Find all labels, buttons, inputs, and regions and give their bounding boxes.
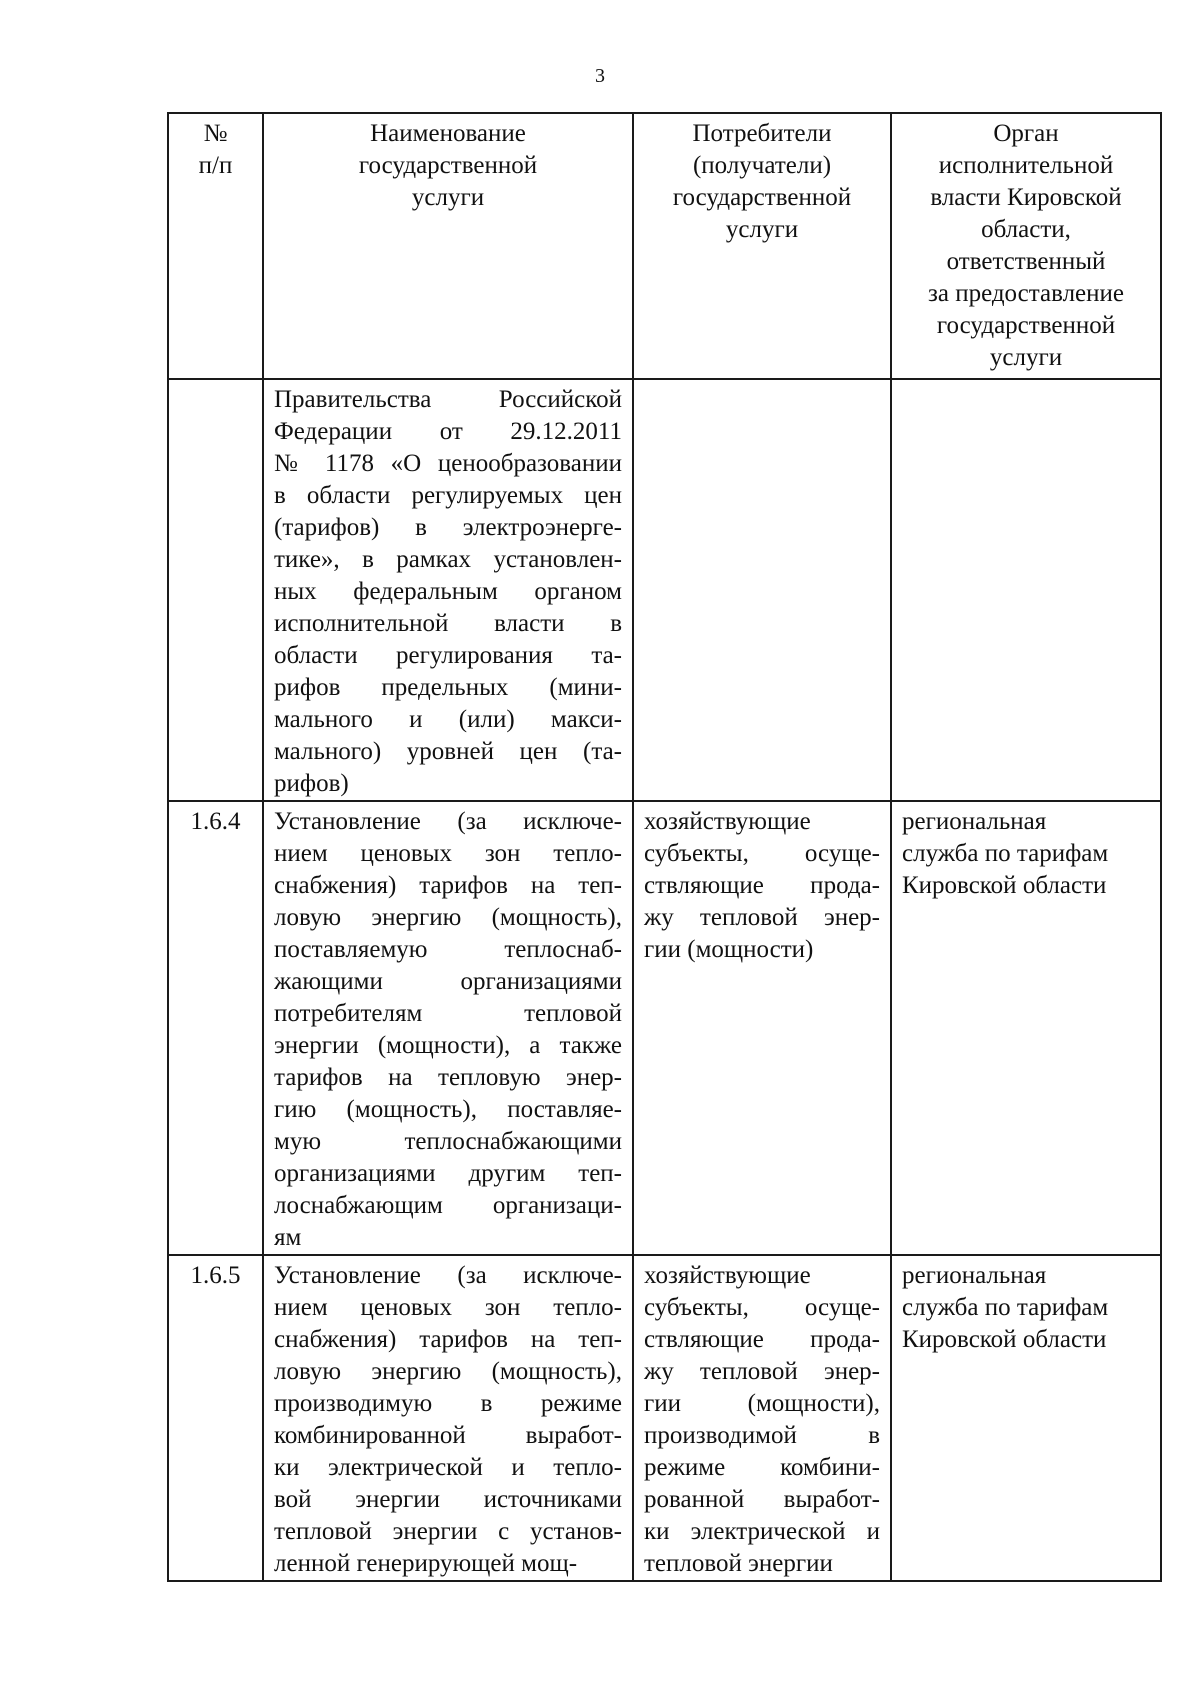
text-line: служба по тарифам: [902, 840, 1109, 867]
authority-cell: [891, 801, 1161, 1255]
text-line: ответственный: [946, 248, 1106, 275]
text-line: вой энергии источниками: [274, 1486, 622, 1513]
text-line: мального) уровней цен (та-: [274, 738, 622, 765]
text-line: исполнительной: [938, 152, 1114, 179]
text-line: Орган: [993, 120, 1059, 147]
text-line: ям: [274, 1224, 302, 1251]
authority-cell: [891, 379, 1161, 801]
text-line: Потребители: [692, 120, 832, 147]
text-line: гии (мощности): [644, 936, 814, 963]
header-number: [168, 113, 263, 379]
row-number: [168, 379, 263, 801]
text-line: за предоставление: [927, 280, 1125, 307]
text-line: субъекты, осуще-: [644, 840, 880, 867]
text-line: ствляющие прода-: [644, 872, 880, 899]
services-table: [167, 112, 1162, 1582]
text-line: Установление (за исключе-: [274, 808, 622, 835]
text-line: тике», в рамках установлен-: [274, 546, 622, 573]
text-line: области,: [981, 216, 1071, 243]
text-line: производимую в режиме: [274, 1390, 622, 1417]
text-line: потребителям тепловой: [274, 1000, 622, 1027]
text-line: п/п: [198, 152, 233, 179]
text-line: жу тепловой энер-: [644, 904, 880, 931]
text-line: гию (мощность), поставляе-: [274, 1096, 622, 1123]
text-line: Федерации от 29.12.2011: [274, 418, 622, 445]
text-line: мального и (или) макси-: [274, 706, 622, 733]
text-line: услуги: [725, 216, 799, 243]
text-line: ловую энергию (мощность),: [274, 904, 622, 931]
header-consumers: [633, 113, 891, 379]
text-line: субъекты, осуще-: [644, 1294, 880, 1321]
text-line: жающими организациями: [274, 968, 622, 995]
text-line: гии (мощности),: [644, 1390, 880, 1417]
page-number: 3: [595, 65, 605, 87]
header-service-name: [263, 113, 633, 379]
text-line: энергии (мощности), а также: [274, 1032, 622, 1059]
text-line: нием ценовых зон тепло-: [274, 1294, 622, 1321]
text-line: ствляющие прода-: [644, 1326, 880, 1353]
text-line: региональная: [902, 808, 1047, 835]
text-line: ленной генерирующей мощ-: [274, 1550, 578, 1577]
service-name-cell: [263, 1255, 633, 1581]
text-line: хозяйствующие: [644, 1262, 811, 1289]
text-line: ных федеральным органом: [274, 578, 622, 605]
text-line: государственной: [936, 312, 1116, 339]
text-line: тарифов на тепловую энер-: [274, 1064, 622, 1091]
text-line: №: [203, 120, 228, 147]
text-line: снабжения) тарифов на теп-: [274, 872, 622, 899]
text-line: служба по тарифам: [902, 1294, 1109, 1321]
text-line: жу тепловой энер-: [644, 1358, 880, 1385]
text-line: № 1178 «О ценообразовании: [274, 450, 622, 477]
text-line: рифов): [274, 770, 349, 797]
text-line: тепловой энергии с установ-: [274, 1518, 622, 1545]
text-line: комбинированной выработ-: [274, 1422, 622, 1449]
text-line: режиме комбини-: [644, 1454, 880, 1481]
consumers-cell: [633, 379, 891, 801]
text-line: (тарифов) в электроэнерге-: [274, 514, 622, 541]
table-row: [168, 379, 1161, 801]
text-line: тепловой энергии: [644, 1550, 833, 1577]
text-line: Кировской области: [902, 1326, 1107, 1353]
text-line: ки электрической и: [644, 1518, 880, 1545]
text-line: поставляемую теплоснаб-: [274, 936, 622, 963]
text-line: нием ценовых зон тепло-: [274, 840, 622, 867]
text-line: Кировской области: [902, 872, 1107, 899]
text-line: мую теплоснабжающими: [274, 1128, 622, 1155]
text-line: хозяйствующие: [644, 808, 811, 835]
text-line: рованной выработ-: [644, 1486, 880, 1513]
consumers-cell: [633, 801, 891, 1255]
text-line: снабжения) тарифов на теп-: [274, 1326, 622, 1353]
service-name-cell: [263, 801, 633, 1255]
text-line: Правительства Российской: [274, 386, 622, 413]
service-name-cell: [263, 379, 633, 801]
text-line: Наименование: [370, 120, 526, 147]
text-line: региональная: [902, 1262, 1047, 1289]
authority-cell: [891, 1255, 1161, 1581]
row-number: 1.6.5: [168, 1255, 263, 1581]
consumers-cell: [633, 1255, 891, 1581]
text-line: Установление (за исключе-: [274, 1262, 622, 1289]
table-header-row: [168, 113, 1161, 379]
text-line: государственной: [358, 152, 538, 179]
header-authority: [891, 113, 1161, 379]
text-line: области регулирования та-: [274, 642, 622, 669]
text-line: услуги: [411, 184, 485, 211]
row-number: 1.6.4: [168, 801, 263, 1255]
table-row: [168, 801, 1161, 1255]
text-line: лоснабжающим организаци-: [274, 1192, 622, 1219]
table-row: [168, 1255, 1161, 1581]
text-line: исполнительной власти в: [274, 610, 622, 637]
text-line: государственной: [672, 184, 852, 211]
text-line: ловую энергию (мощность),: [274, 1358, 622, 1385]
text-line: услуги: [989, 344, 1063, 371]
text-line: организациями другим теп-: [274, 1160, 622, 1187]
text-line: в области регулируемых цен: [274, 482, 622, 509]
text-line: власти Кировской: [930, 184, 1122, 211]
text-line: производимой в: [644, 1422, 880, 1449]
text-line: ки электрической и тепло-: [274, 1454, 622, 1481]
text-line: рифов предельных (мини-: [274, 674, 622, 701]
text-line: (получатели): [692, 152, 832, 179]
